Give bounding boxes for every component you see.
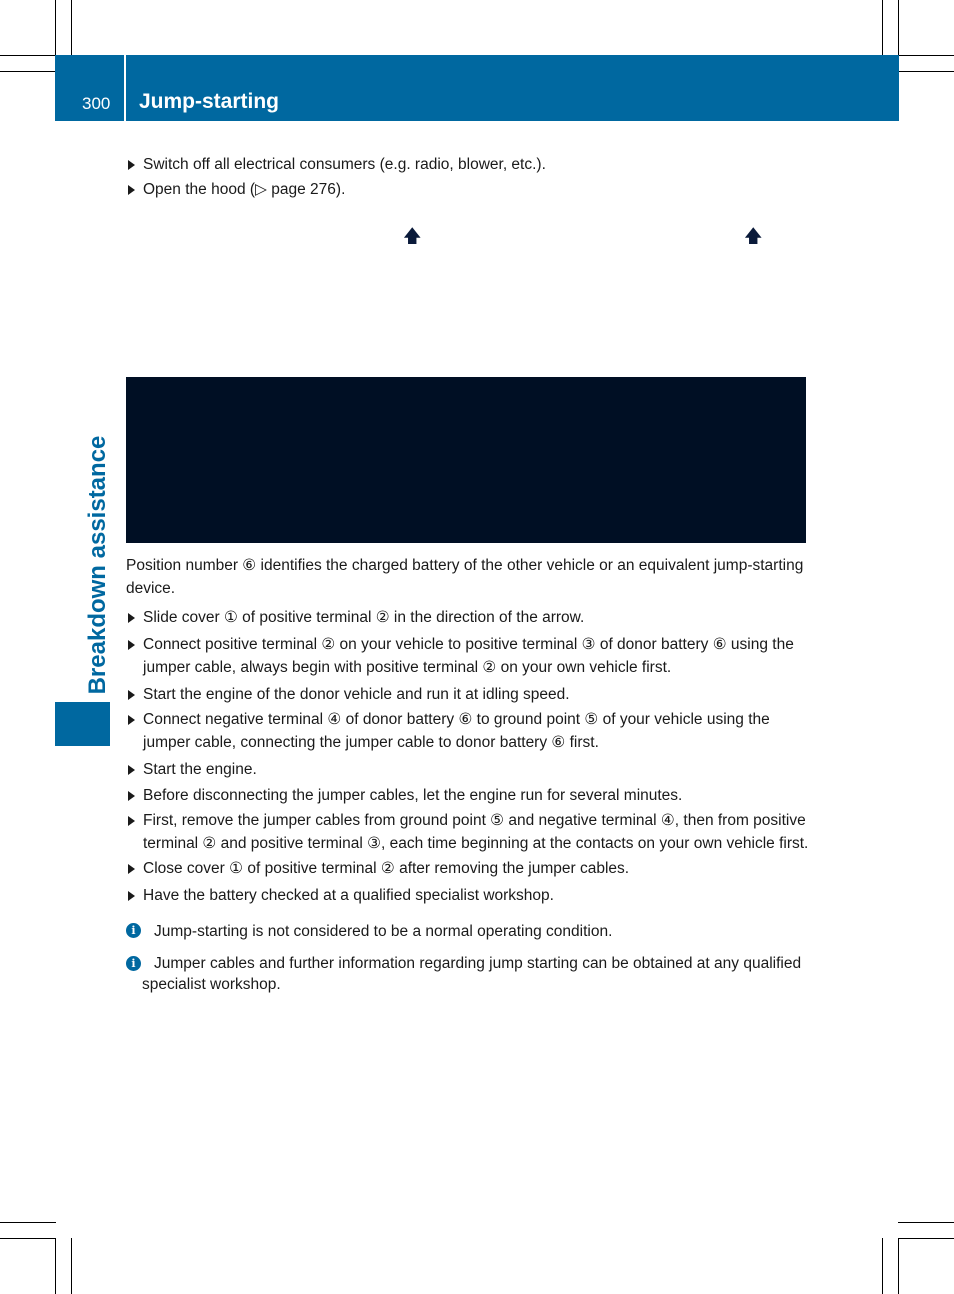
crop-mark [55, 0, 56, 56]
step-item: Start the engine. [126, 758, 810, 781]
triangle-right-icon [128, 715, 135, 725]
page-number: 300 [82, 94, 111, 113]
triangle-right-icon [128, 640, 135, 650]
step-item: Before disconnecting the jumper cables, let the engine run for several minutes. [126, 784, 810, 807]
step-item: Start the engine of the donor vehicle and run it at idling speed. [126, 683, 810, 706]
triangle-right-icon [128, 160, 135, 170]
info-note: i Jump-starting is not considered to be a normal operating condition. [126, 920, 810, 943]
triangle-right-icon [128, 791, 135, 801]
step-item: Slide cover ① of positive terminal ② in the direction of the arrow. [126, 606, 810, 629]
crop-mark [0, 1222, 56, 1223]
section-tab [55, 702, 110, 746]
step-item: Connect negative terminal ④ of donor battery ⑥ to ground point ⑤ of your vehicle using the jumper cable, connecting the jumper cable to donor battery ⑥ first. [126, 708, 810, 754]
crop-mark [898, 1238, 899, 1294]
info-icon: i [126, 956, 141, 971]
header-divider [124, 55, 126, 121]
crop-mark [71, 0, 72, 56]
info-icon: i [126, 923, 141, 938]
step-item: Connect positive terminal ② on your vehicle to positive terminal ③ of donor battery ⑥ using the jumper cable, always begin with positive terminal ② on your own vehicle first. [126, 633, 810, 679]
crop-mark [882, 1238, 883, 1294]
crop-mark [882, 0, 883, 56]
triangle-right-icon [128, 765, 135, 775]
triangle-right-icon [128, 816, 135, 826]
page-title: Jump-starting [139, 90, 280, 113]
crop-mark [0, 71, 56, 72]
section-title: Breakdown assistance [84, 435, 111, 695]
crop-mark [55, 1238, 56, 1294]
triangle-right-icon [128, 891, 135, 901]
crop-mark [0, 55, 56, 56]
info-note: i Jumper cables and further information regarding jump starting can be obtained at any qualified specialist workshop. [126, 953, 810, 995]
battery-illustration [126, 377, 806, 543]
triangle-right-icon [128, 185, 135, 195]
step-item: Switch off all electrical consumers (e.g. radio, blower, etc.). [126, 153, 810, 176]
step-item: Open the hood (▷ page 276). [126, 178, 810, 201]
crop-mark [898, 0, 899, 56]
crop-mark [0, 1238, 56, 1239]
arrow-up-icon: 🡅 [403, 226, 422, 246]
crop-mark [898, 55, 954, 56]
arrow-up-icon: 🡅 [744, 226, 763, 246]
instructions [126, 554, 810, 995]
step-item: Have the battery checked at a qualified specialist workshop. [126, 884, 810, 907]
crop-mark [71, 1238, 72, 1294]
triangle-right-icon [128, 690, 135, 700]
crop-mark [898, 1238, 954, 1239]
crop-mark [898, 71, 954, 72]
crop-mark [898, 1222, 954, 1223]
triangle-right-icon [128, 864, 135, 874]
intro-steps [126, 153, 810, 201]
triangle-right-icon [128, 613, 135, 623]
figure-caption: Position number ⑥ identifies the charged battery of the other vehicle or an equivalent jump-starting device. [126, 557, 804, 597]
step-item: Close cover ① of positive terminal ② after removing the jumper cables. [126, 857, 810, 880]
step-item: First, remove the jumper cables from ground point ⑤ and negative terminal ④, then from positive terminal ② and positive terminal ③, each time beginning at the contacts on your own vehicle first. [126, 809, 810, 855]
